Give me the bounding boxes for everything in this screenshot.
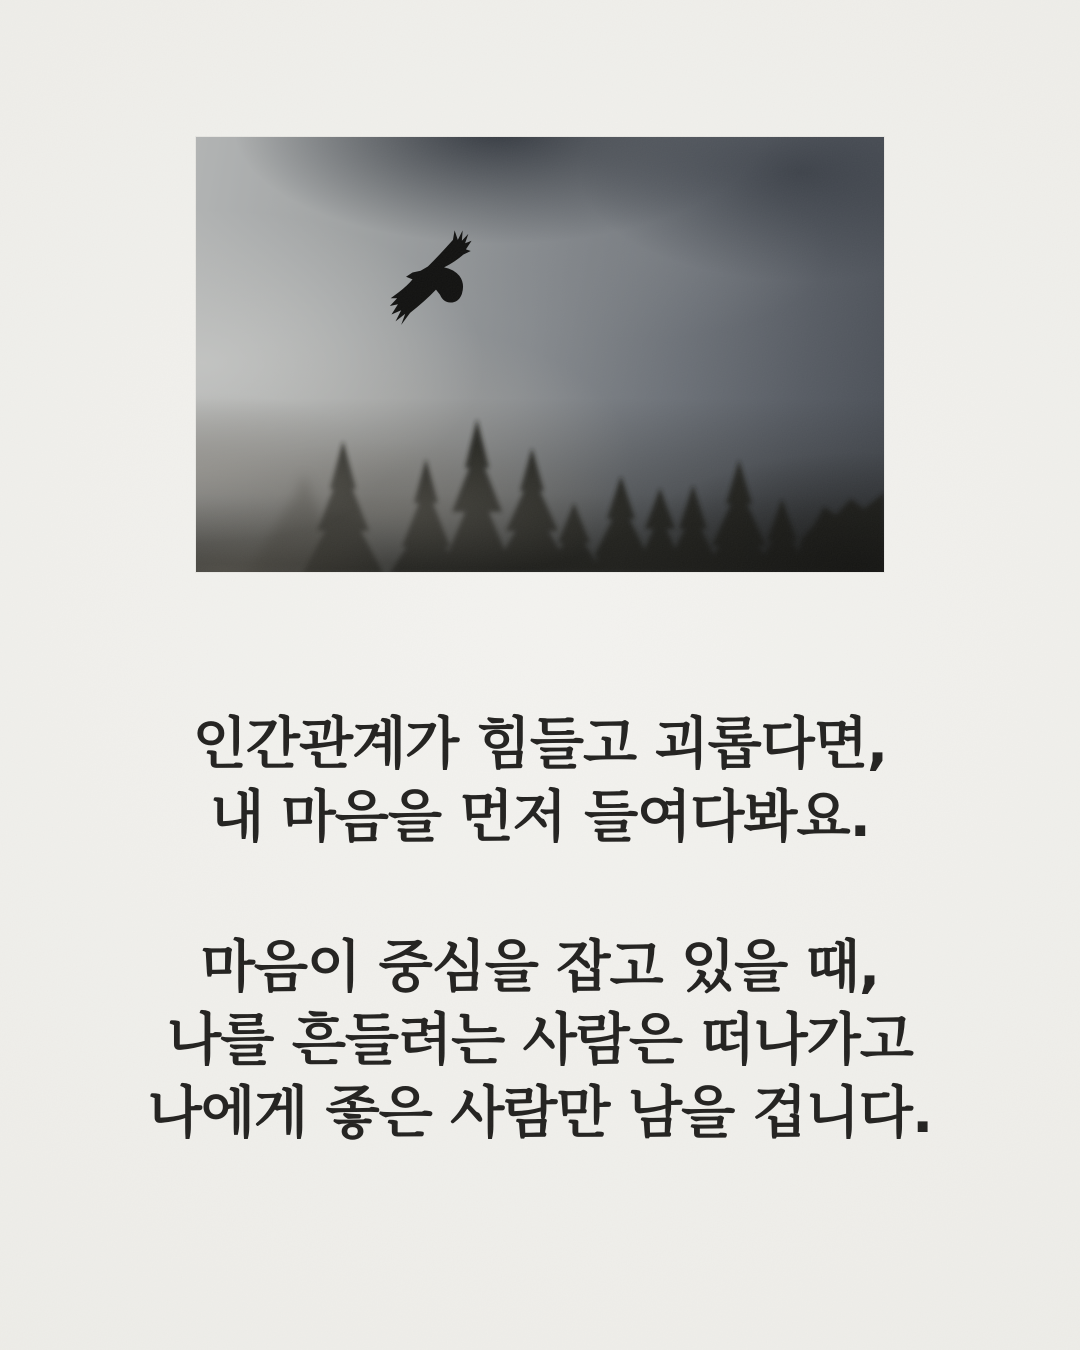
quote-line: 내 마음을 먼저 들여다봐요. — [210, 785, 870, 850]
foggy-forest-photo — [196, 137, 884, 572]
quote-line: 나를 흔들려는 사람은 떠나가고 — [167, 1008, 913, 1073]
flying-crow-silhouette — [385, 227, 474, 330]
quote-block-2 — [0, 931, 1080, 1150]
fog-overlay — [196, 137, 884, 572]
quote-block-1 — [0, 708, 1080, 854]
quote-line: 인간관계가 힘들고 괴롭다면, — [192, 712, 888, 777]
quote-line: 나에게 좋은 사람만 남을 겁니다. — [147, 1081, 933, 1146]
quote-line: 마음이 중심을 잡고 있을 때, — [200, 935, 880, 1000]
